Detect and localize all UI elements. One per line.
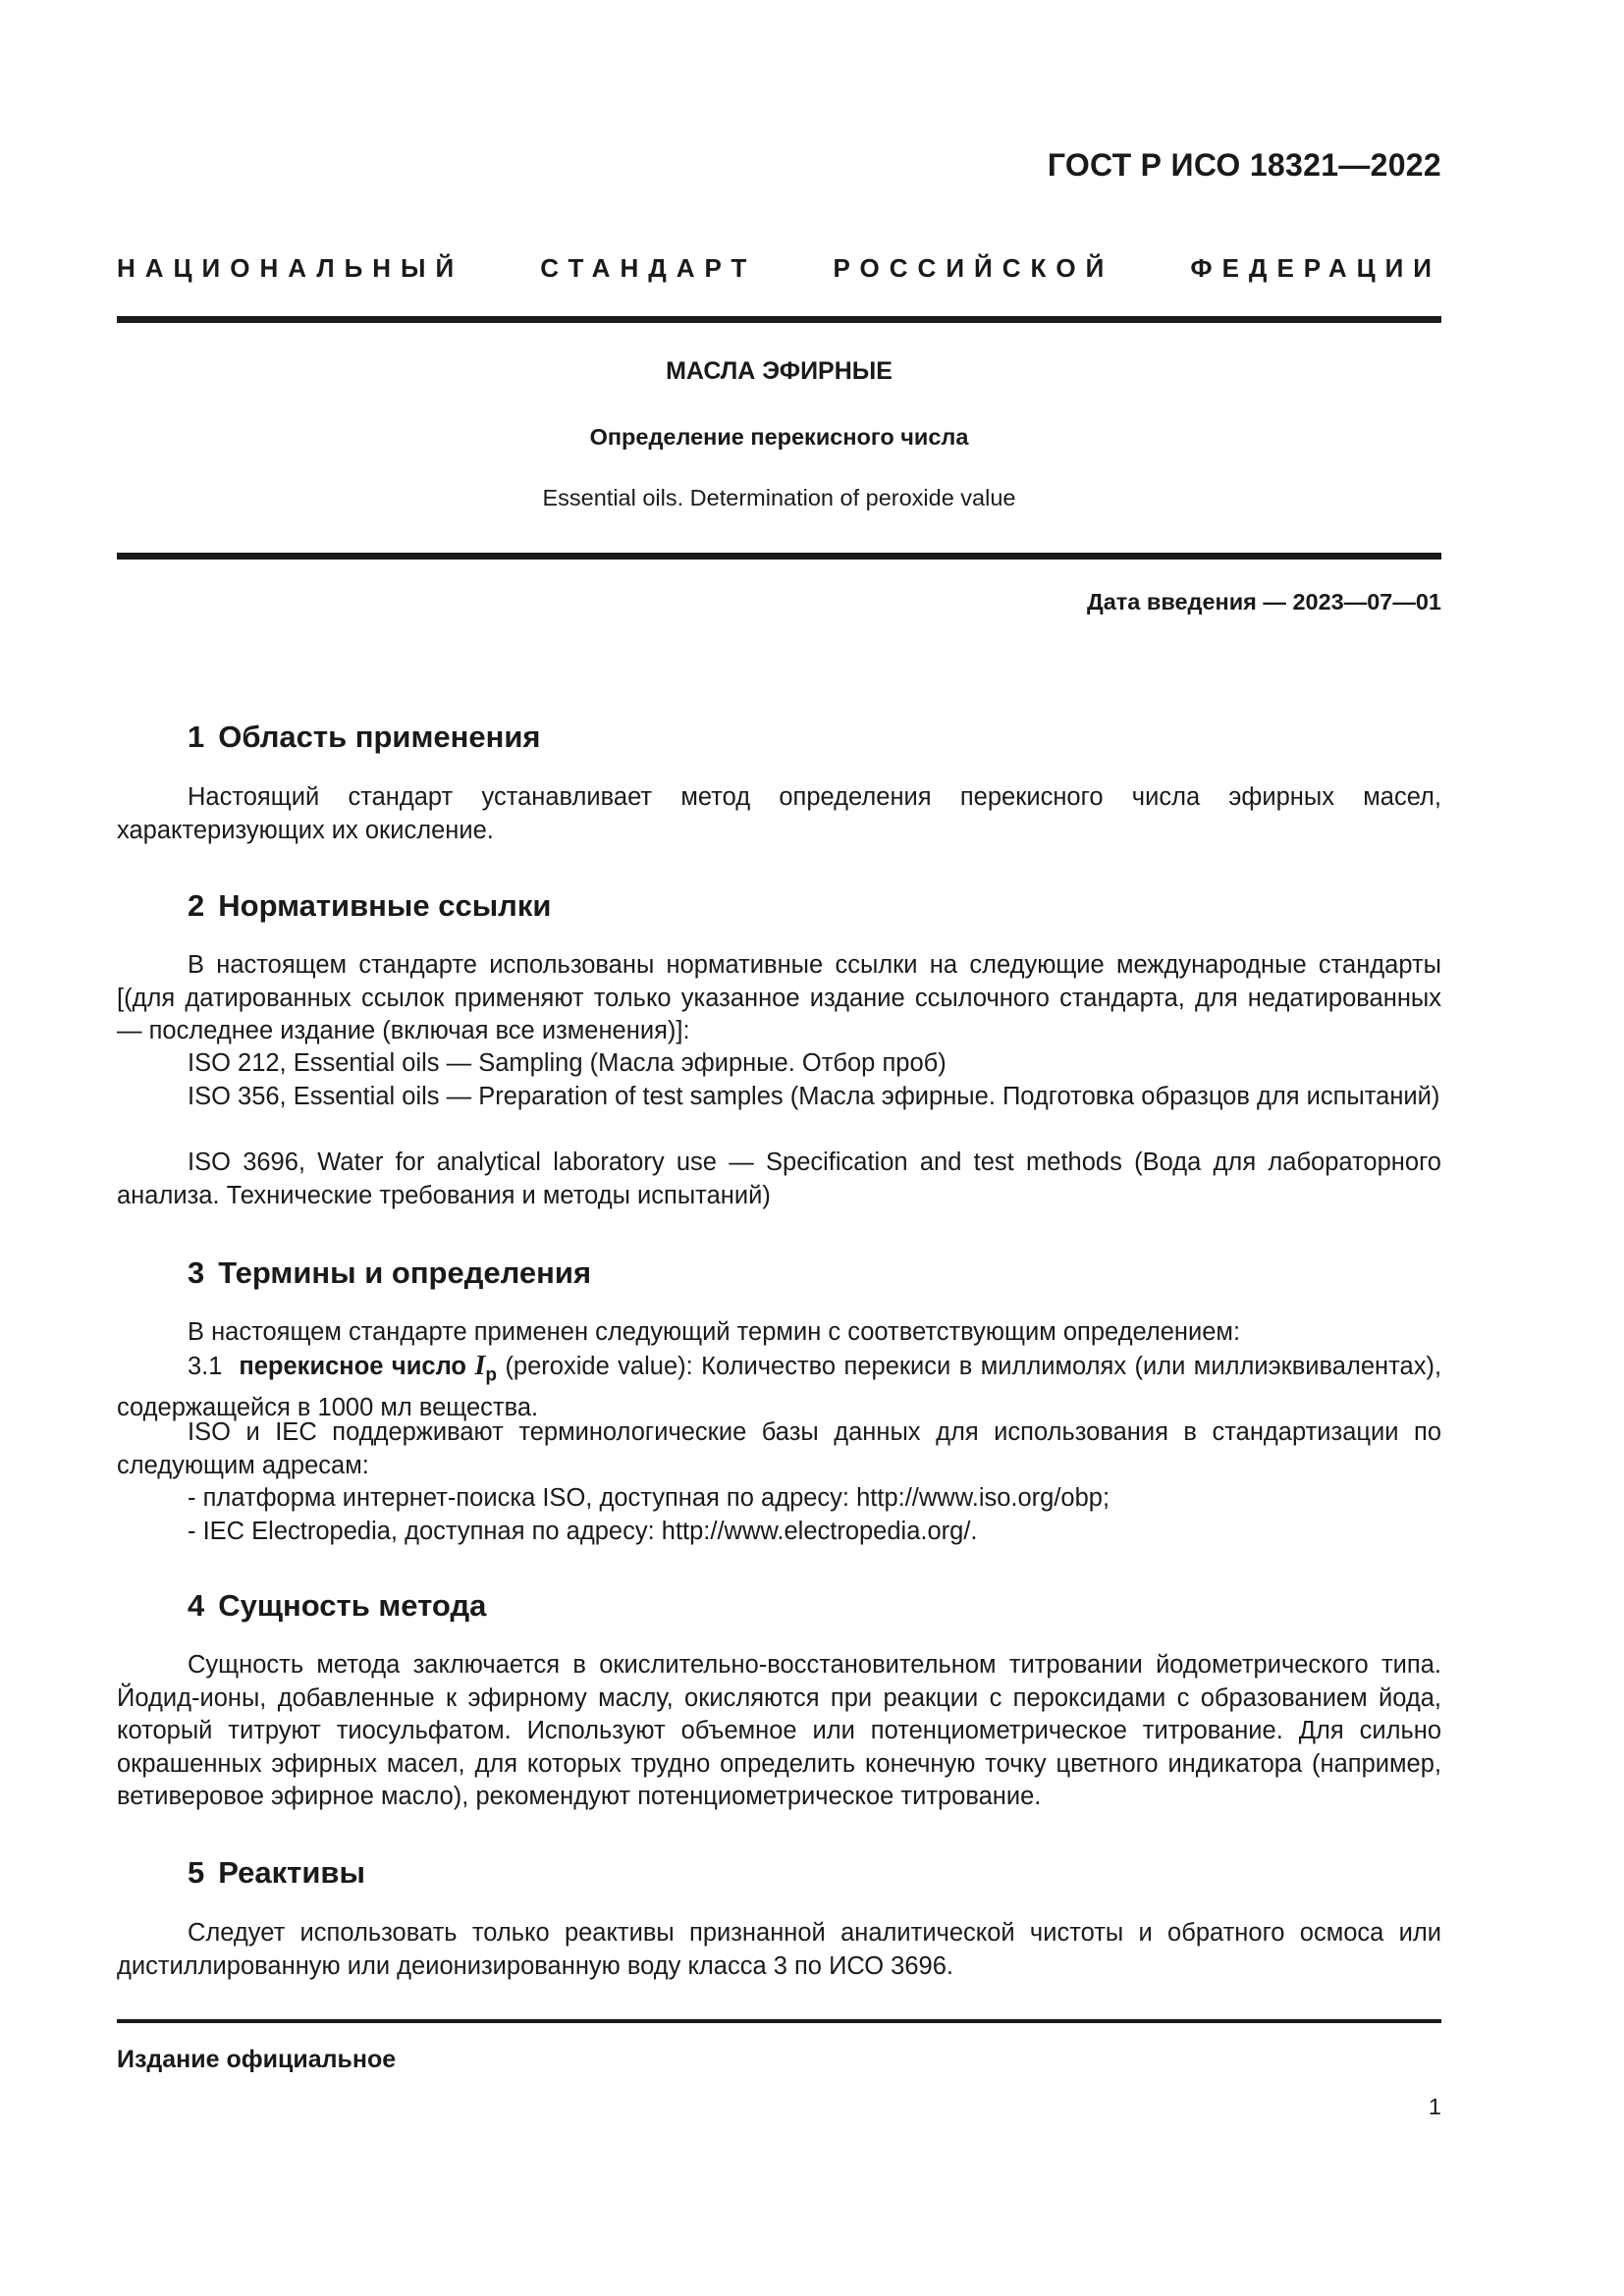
section-5-heading — [188, 1855, 365, 1891]
english-title: Essential oils. Determination of peroxide value — [542, 485, 1016, 510]
section-number: 5 — [188, 1855, 205, 1890]
section-title: Реактивы — [218, 1855, 365, 1890]
footer-rule — [117, 2019, 1441, 2023]
document-title: МАСЛА ЭФИРНЫЕ — [666, 357, 893, 385]
section-2-heading — [188, 888, 551, 924]
national-standard-banner: НАЦИОНАЛЬНЫЙ СТАНДАРТ РОССИЙСКОЙ ФЕДЕРАЦИИ — [117, 253, 1441, 283]
term-number: 3.1 — [188, 1353, 223, 1380]
section-number: 1 — [188, 720, 205, 754]
section-5-paragraph: Следует использовать только реактивы признанной аналитической чистоты и обратного осмоса или дистиллированную или деионизированную воду класса 3 по ИСО 3696. — [117, 1919, 1441, 1980]
section-4-heading — [188, 1588, 486, 1624]
section-number: 4 — [188, 1588, 205, 1623]
section-4-paragraph: Сущность метода заключается в окислительно-восстановительном титровании йодометрического типа. Йодид-ионы, добавленные к эфирному маслу, окисляются при реакции с пероксидами с образованием йода, который титруют тиосульфатом. Используют объемное или потенциометрическое титрование. Для сильно окрашенных эфирных масел, для которых трудно определить конечную точку цветного индикатора (например, ветиверовое эфирное масло), рекомендуют потенциометрическое титрование. — [117, 1651, 1441, 1811]
list-item-iso-obp: - платформа интернет-поиска ISO, доступная по адресу: http://www.iso.org/obp; — [188, 1484, 1110, 1512]
list-item-electropedia: - IEC Electropedia, доступная по адресу: http://www.electropedia.org/. — [188, 1518, 978, 1545]
term-definition — [117, 1350, 1441, 1425]
section-3-intro: В настоящем стандарте применен следующий термин с соответствующим определением: — [188, 1318, 1241, 1346]
section-2-paragraph: В настоящем стандарте использованы нормативные ссылки на следующие международные стандарты [(для датированных ссылок применяют только указанное издание ссылочного стандарта, для недатированных — последнее издание (включая все изменения)]: — [117, 951, 1441, 1045]
section-title: Термины и определения — [218, 1255, 592, 1290]
term-symbol: $I_p$ — [474, 1351, 497, 1386]
section-3-terminology-note: ISO и IEC поддерживают терминологические базы данных для использования в стандартизации по следующим адресам: — [117, 1418, 1441, 1479]
term-name: перекисное число — [239, 1353, 467, 1380]
reference-iso-212: ISO 212, Essential oils — Sampling (Масла эфирные. Отбор проб) — [188, 1049, 947, 1077]
document-subtitle: Определение перекисного числа — [589, 424, 969, 450]
standard-designation: ГОСТ Р ИСО 18321—2022 — [1047, 147, 1441, 183]
section-number: 3 — [188, 1255, 205, 1290]
page-number: 1 — [1428, 2094, 1441, 2119]
section-title: Область применения — [218, 720, 541, 754]
title-rule — [117, 553, 1441, 560]
section-title: Сущность метода — [218, 1588, 487, 1623]
section-1-heading — [188, 720, 541, 755]
reference-iso-3696: ISO 3696, Water for analytical laboratory use — Specification and test methods (Вода для лабораторного анализа. Технические требования и методы испытаний) — [117, 1148, 1441, 1209]
official-edition-label: Издание официальное — [117, 2046, 397, 2073]
reference-iso-356: ISO 356, Essential oils — Preparation of test samples (Масла эфирные. Подготовка образцов для испытаний) — [188, 1083, 1440, 1110]
term-definition-text: (peroxide value): Количество перекиси в миллимолях (или миллиэквивалентах), содержащейся в 1000 мл вещества. — [117, 1353, 1442, 1422]
section-3-heading — [188, 1255, 591, 1291]
section-1-paragraph: Настоящий стандарт устанавливает метод определения перекисного числа эфирных масел, характеризующих их окисление. — [117, 783, 1441, 844]
section-title: Нормативные ссылки — [218, 888, 552, 923]
top-rule — [117, 316, 1441, 323]
section-number: 2 — [188, 888, 205, 923]
effective-date: Дата введения — 2023—07—01 — [1086, 589, 1441, 614]
